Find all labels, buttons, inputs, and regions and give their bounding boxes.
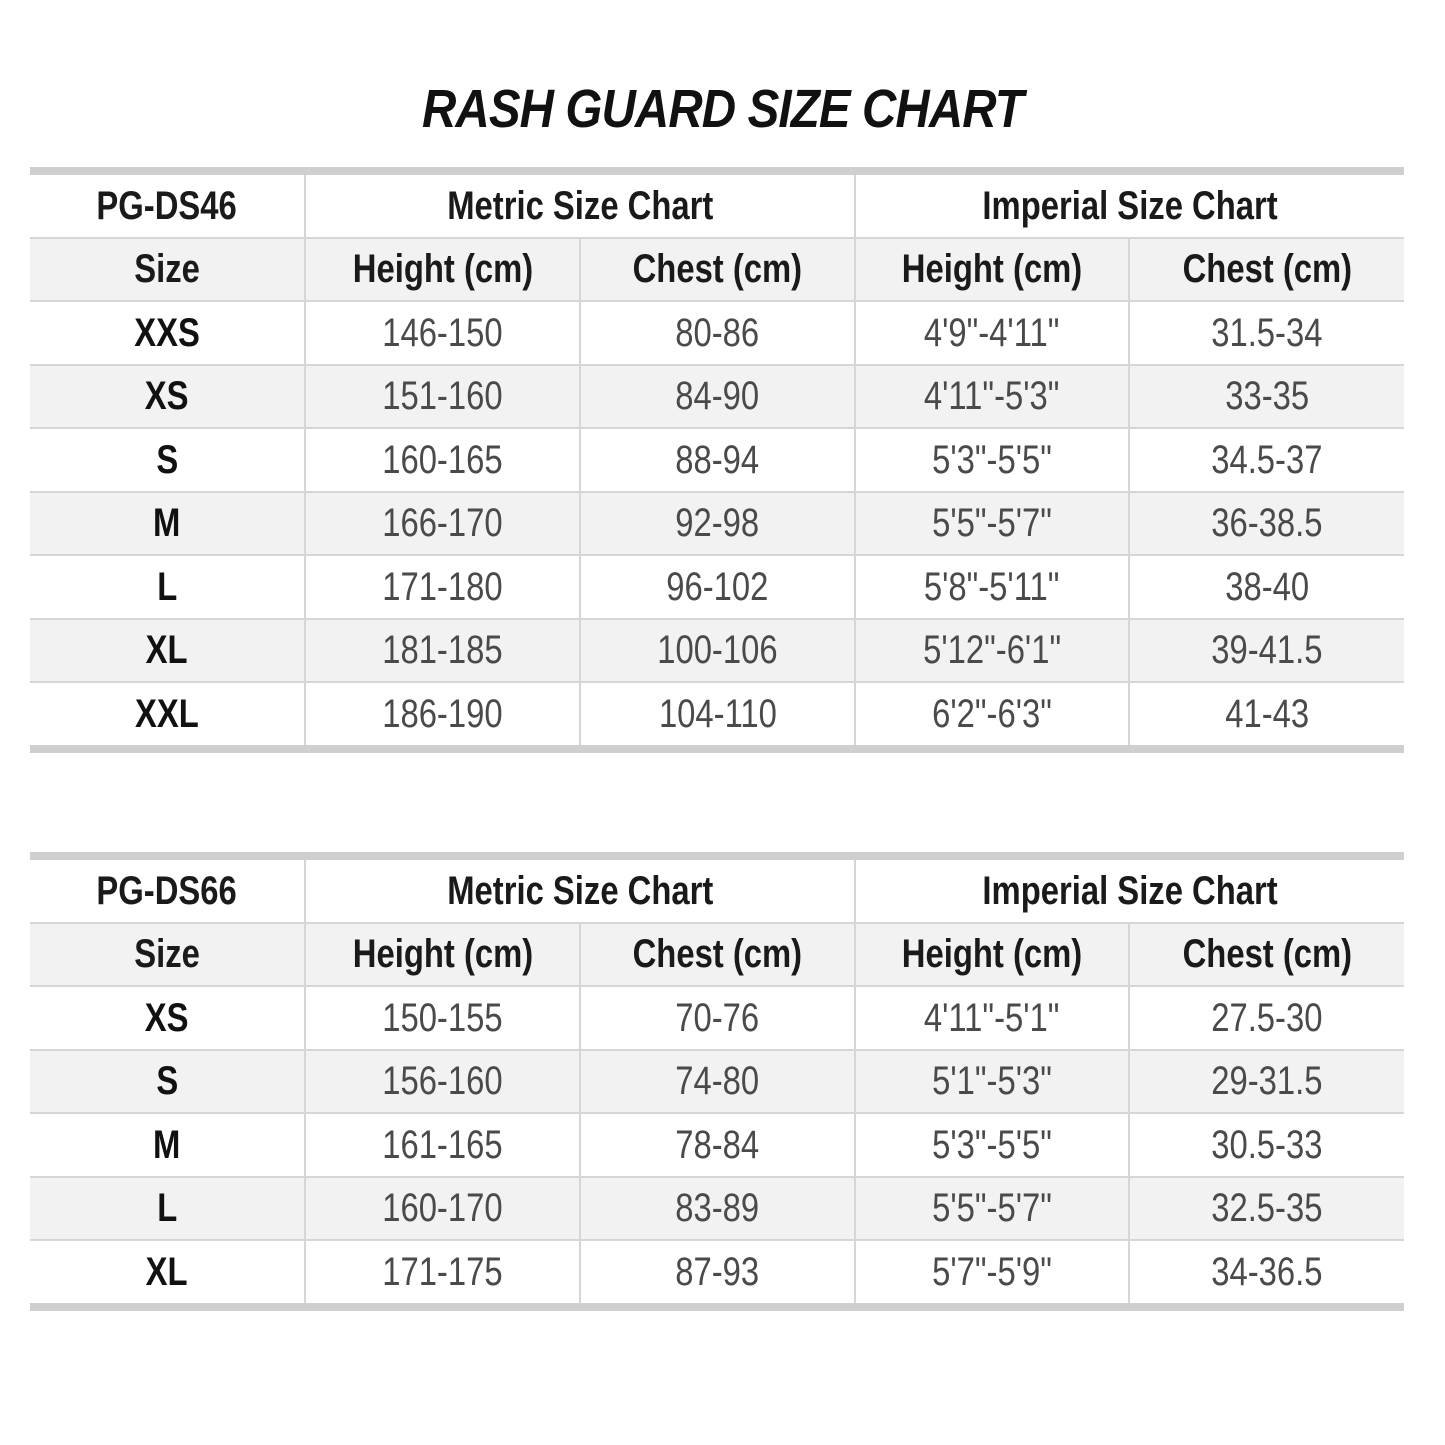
imperial-height-cell: 5'5"-5'7": [855, 1177, 1129, 1241]
metric-header: Metric Size Chart: [305, 856, 855, 923]
table-row: [30, 301, 1404, 365]
metric-height-cell: 161-165: [305, 1113, 580, 1177]
size-table-pg-ds66: [30, 852, 1404, 1311]
imperial-chest-cell: 39-41.5: [1129, 619, 1404, 683]
metric-chest-cell: 83-89: [580, 1177, 855, 1241]
imperial-chest-cell: 38-40: [1129, 555, 1404, 619]
table-row: [30, 365, 1404, 429]
imperial-height-cell: 5'12"-6'1": [855, 619, 1129, 683]
imperial-chest-cell: 30.5-33: [1129, 1113, 1404, 1177]
table-row: [30, 555, 1404, 619]
imperial-chest-cell: 32.5-35: [1129, 1177, 1404, 1241]
metric-height-cell: 146-150: [305, 301, 580, 365]
size-cell: M: [30, 492, 305, 556]
imperial-chest-cell: 41-43: [1129, 682, 1404, 749]
imperial-height-cell: 5'5"-5'7": [855, 492, 1129, 556]
size-table-pg-ds46: [30, 167, 1404, 753]
metric-chest-cell: 88-94: [580, 428, 855, 492]
metric-height-cell: 151-160: [305, 365, 580, 429]
imperial-chest-cell: 34-36.5: [1129, 1240, 1404, 1307]
size-cell: XL: [146, 1249, 188, 1294]
column-header-imperial-height: Height (cm): [855, 923, 1129, 987]
metric-height-cell: 160-170: [305, 1177, 580, 1241]
imperial-chest-cell: 33-35: [1129, 365, 1404, 429]
metric-chest-cell: 80-86: [580, 301, 855, 365]
metric-chest-cell: 87-93: [580, 1240, 855, 1307]
metric-chest-cell: 78-84: [580, 1113, 855, 1177]
column-header-size: Size: [30, 238, 305, 302]
size-cell: XS: [30, 365, 305, 429]
column-header-metric-height: Height (cm): [305, 923, 580, 987]
page-title: RASH GUARD SIZE CHART: [421, 79, 1024, 139]
imperial-chest-cell: 31.5-34: [1129, 301, 1404, 365]
table-row: [30, 1240, 1404, 1307]
size-cell: M: [30, 1113, 305, 1177]
imperial-chest-cell: 34.5-37: [1129, 428, 1404, 492]
model-name: PG-DS66: [30, 856, 305, 923]
metric-height-cell: 171-175: [305, 1240, 580, 1307]
table-row: [30, 986, 1404, 1050]
column-header-metric-height: Height (cm): [305, 238, 580, 302]
metric-height-cell: 181-185: [305, 619, 580, 683]
imperial-height-cell: 5'1"-5'3": [855, 1050, 1129, 1114]
size-cell: S: [30, 428, 305, 492]
size-cell: L: [30, 555, 305, 619]
table-row: [30, 682, 1404, 749]
table-row: [30, 428, 1404, 492]
metric-height-cell: 156-160: [305, 1050, 580, 1114]
size-cell: XXS: [30, 301, 305, 365]
imperial-chest-cell: 27.5-30: [1129, 986, 1404, 1050]
metric-chest-cell: 70-76: [580, 986, 855, 1050]
size-cell: XL: [30, 619, 305, 683]
metric-chest-cell: 92-98: [580, 492, 855, 556]
size-cell: S: [30, 1050, 305, 1114]
metric-height-cell: 166-170: [305, 492, 580, 556]
metric-chest-cell: 104-110: [580, 682, 855, 749]
metric-chest-cell: 84-90: [580, 365, 855, 429]
imperial-chest-cell: 29-31.5: [1129, 1050, 1404, 1114]
column-header-imperial-chest: Chest (cm): [1129, 923, 1404, 987]
metric-height-cell: 160-165: [305, 428, 580, 492]
size-cell: XS: [30, 986, 305, 1050]
imperial-height-cell: 5'7"-5'9": [855, 1240, 1129, 1307]
column-header-metric-chest: Chest (cm): [580, 238, 855, 302]
imperial-header: Imperial Size Chart: [855, 171, 1404, 238]
imperial-height-cell: 4'9"-4'11": [855, 301, 1129, 365]
imperial-height-cell: 6'2"-6'3": [855, 682, 1129, 749]
metric-height-cell: 150-155: [305, 986, 580, 1050]
imperial-height-cell: 4'11"-5'1": [855, 986, 1129, 1050]
metric-height-cell: 171-180: [305, 555, 580, 619]
metric-chest-cell: 74-80: [580, 1050, 855, 1114]
metric-chest-cell: 100-106: [580, 619, 855, 683]
table-row: [30, 1113, 1404, 1177]
column-header-metric-chest: Chest (cm): [580, 923, 855, 987]
imperial-height-cell: 5'8"-5'11": [855, 555, 1129, 619]
table-row: [30, 1177, 1404, 1241]
table-row: [30, 619, 1404, 683]
metric-header: Metric Size Chart: [305, 171, 855, 238]
metric-height-cell: 186-190: [305, 682, 580, 749]
metric-chest-cell: 96-102: [580, 555, 855, 619]
model-name: PG-DS46: [30, 171, 305, 238]
imperial-header: Imperial Size Chart: [855, 856, 1404, 923]
size-cell: XXL: [135, 691, 199, 736]
column-header-size: Size: [30, 923, 305, 987]
imperial-chest-cell: 36-38.5: [1129, 492, 1404, 556]
table-row: [30, 1050, 1404, 1114]
imperial-height-cell: 4'11"-5'3": [855, 365, 1129, 429]
size-cell: L: [30, 1177, 305, 1241]
imperial-height-cell: 5'3"-5'5": [855, 1113, 1129, 1177]
column-header-imperial-height: Height (cm): [855, 238, 1129, 302]
imperial-height-cell: 5'3"-5'5": [855, 428, 1129, 492]
column-header-imperial-chest: Chest (cm): [1129, 238, 1404, 302]
table-row: [30, 492, 1404, 556]
